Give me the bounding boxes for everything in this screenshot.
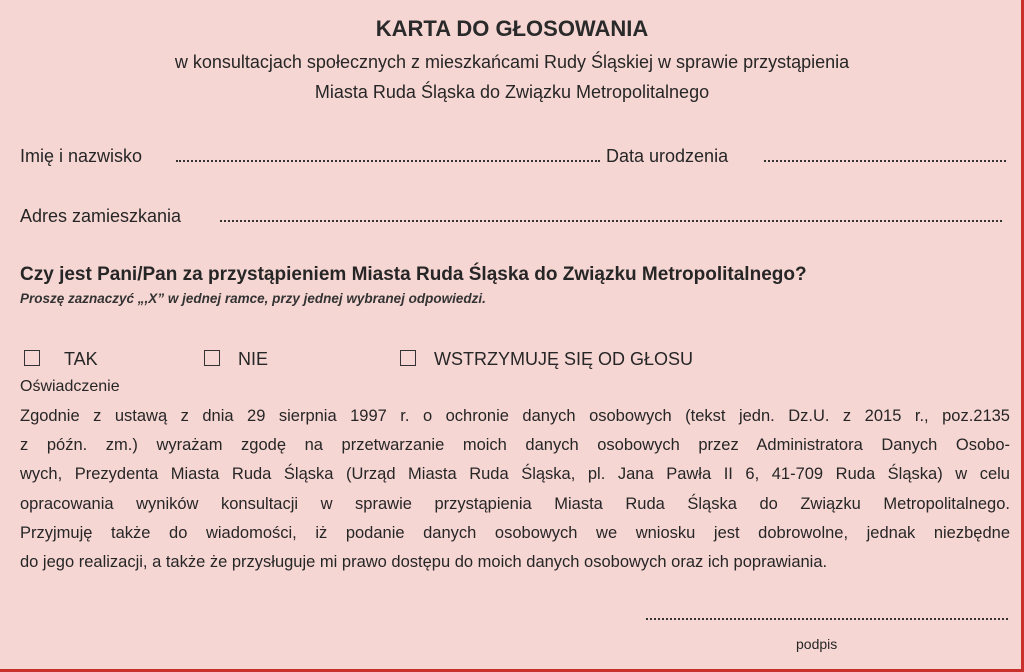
- card-subtitle-line1: w konsultacjach społecznych z mieszkańcami Rudy Śląskiej w sprawie przystąpienia: [174, 52, 850, 72]
- option-tak-checkbox[interactable]: [24, 350, 40, 366]
- signature-label: podpis: [796, 636, 838, 652]
- declaration-line: do jego realizacji, a także że przysługuje mi prawo dostępu do moich danych osobowych oraz ich poprawiania.: [20, 553, 828, 572]
- declaration-line: z późn. zm.) wyrażam zgodę na przetwarzanie moich danych osobowych przez Administratora Danych Osobo-: [20, 436, 1010, 455]
- option-tak-label: TAK: [64, 349, 98, 369]
- address-label: Adres zamieszkania: [20, 206, 182, 226]
- declaration-line: opracowania wyników konsultacji w sprawie przystąpienia Miasta Ruda Śląska do Związku Metropolitalnego.: [20, 494, 1010, 513]
- card-title: KARTA DO GŁOSOWANIA: [375, 16, 649, 41]
- option-abstain-label: WSTRZYMUJĘ SIĘ OD GŁOSU: [434, 349, 694, 369]
- birth-date-label: Data urodzenia: [606, 146, 729, 166]
- option-nie-checkbox[interactable]: [204, 350, 220, 366]
- option-abstain-checkbox[interactable]: [400, 350, 416, 366]
- declaration-heading: Oświadczenie: [20, 378, 120, 395]
- birth-date-field[interactable]: [764, 160, 1006, 162]
- question-text: Czy jest Pani/Pan za przystąpieniem Miasta Ruda Śląska do Związku Metropolitalnego?: [20, 264, 807, 285]
- declaration-line: Zgodnie z ustawą z dnia 29 sierpnia 1997 r. o ochronie danych osobowych (tekst jedn. Dz.U. z 2015 r., poz.2135: [20, 407, 1010, 425]
- declaration-text: [20, 402, 1010, 577]
- question-instruction: Proszę zaznaczyć „,X” w jednej ramce, przy jednej wybranej odpowiedzi.: [20, 291, 486, 306]
- address-field[interactable]: [220, 220, 1002, 222]
- name-field[interactable]: [176, 160, 600, 162]
- signature-field[interactable]: [646, 618, 1008, 620]
- declaration-line: Przyjmuję także do wiadomości, iż podanie danych osobowych we wniosku jest dobrowolne, jednak niezbędne: [20, 523, 1010, 542]
- option-nie-label: NIE: [238, 349, 269, 369]
- declaration-line: wych, Prezydenta Miasta Ruda Śląska (Urząd Miasta Ruda Śląska, pl. Jana Pawła II 6, 41-709 Ruda Śląska) w celu: [20, 465, 1010, 484]
- name-label: Imię i nazwisko: [20, 146, 143, 166]
- card-subtitle-line2: Miasta Ruda Śląska do Związku Metropolitalnego: [314, 82, 710, 102]
